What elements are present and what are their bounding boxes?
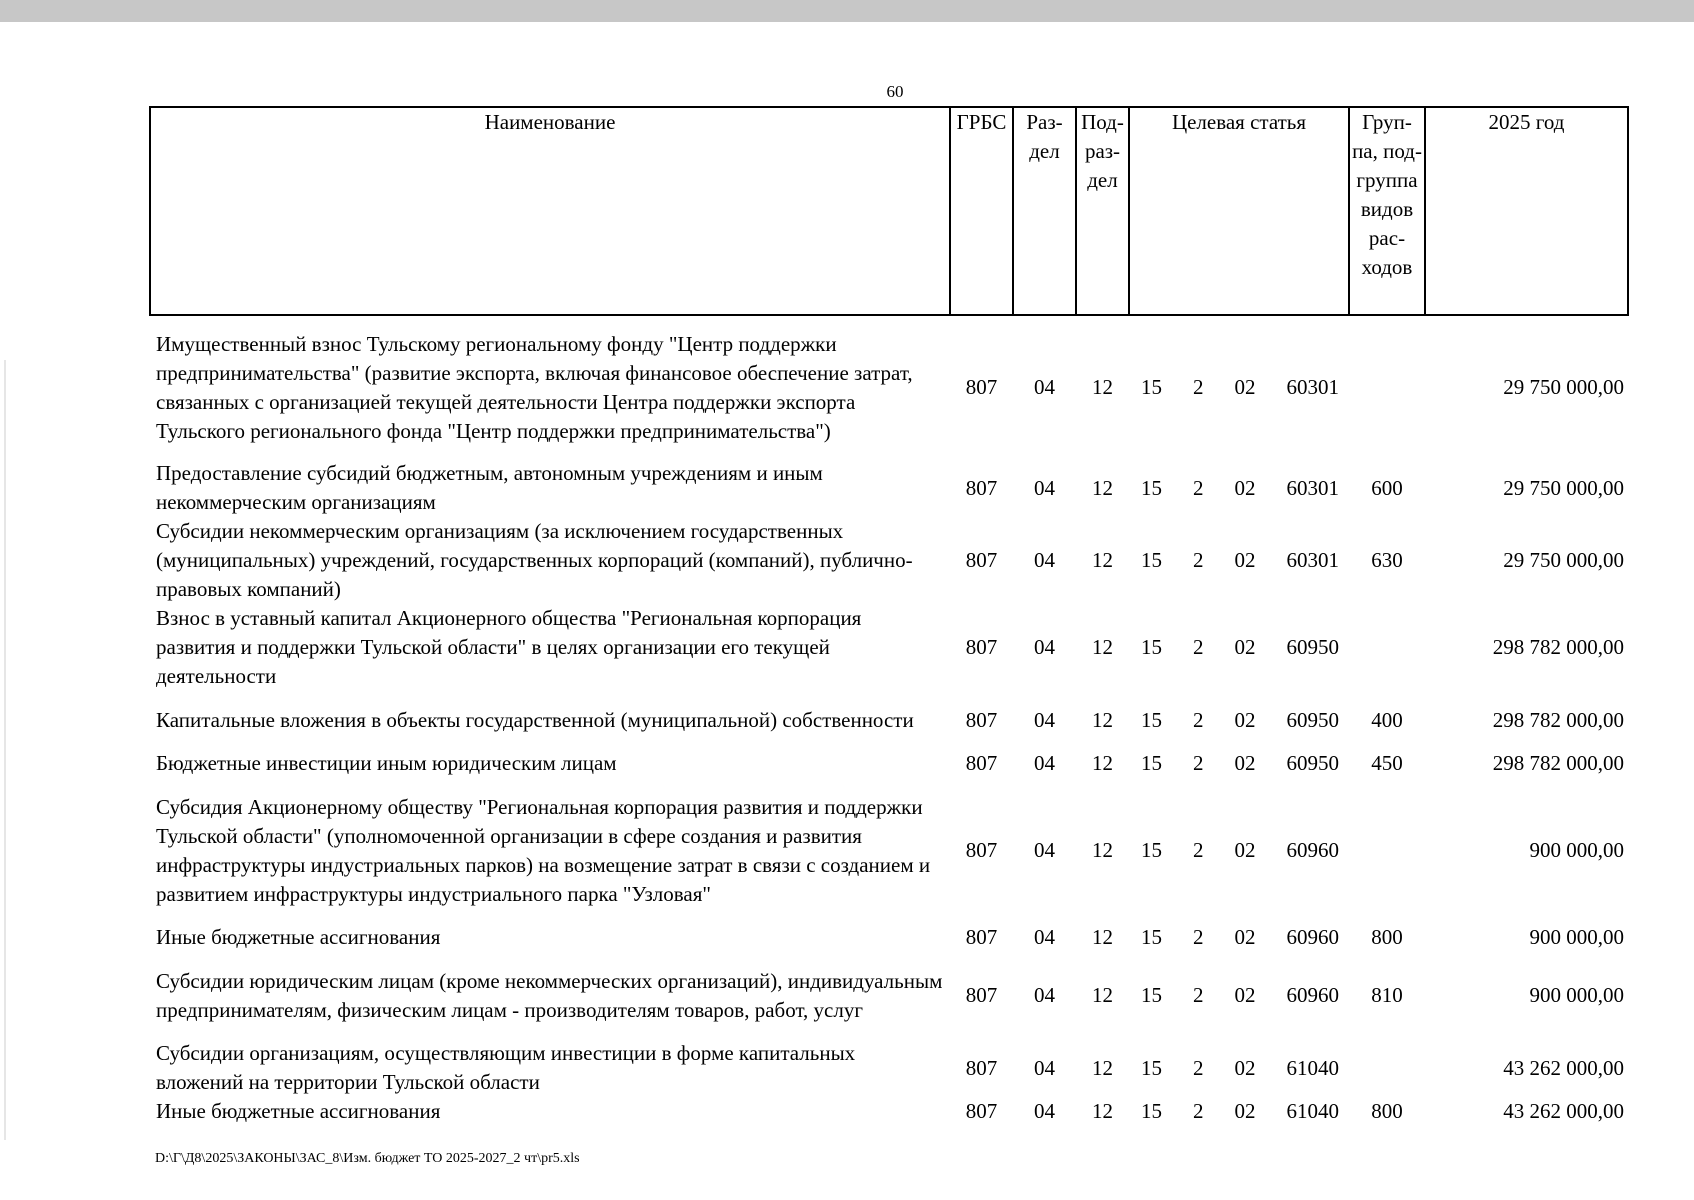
row-target-subprogram: 2 (1193, 635, 1204, 659)
row-grbs: 807 (965, 707, 998, 732)
row-target-event: 02 (1234, 1055, 1256, 1080)
row-target-direction: 61040 (1286, 1099, 1339, 1123)
row-target-program: 15 (1141, 983, 1162, 1007)
row-amount: 29 750 000,00 (1503, 475, 1624, 500)
row-target-direction: 61040 (1286, 1055, 1339, 1080)
row-group: 450 (1371, 751, 1403, 775)
table-row (150, 923, 1628, 952)
header-amount: 2025 год (1425, 107, 1628, 315)
row-target-program: 15 (1141, 707, 1162, 732)
row-group: 800 (1371, 1099, 1403, 1123)
row-amount: 298 782 000,00 (1492, 751, 1624, 775)
row-subsection: 12 (1092, 548, 1113, 572)
row-target-event: 02 (1234, 635, 1256, 659)
row-section: 04 (1034, 925, 1055, 949)
row-subsection: 12 (1092, 838, 1113, 862)
row-subsection: 12 (1092, 925, 1113, 949)
row-target-subprogram: 2 (1193, 1055, 1204, 1080)
row-amount: 43 262 000,00 (1503, 1099, 1624, 1123)
row-target-event: 02 (1234, 475, 1256, 500)
row-amount: 29 750 000,00 (1503, 548, 1624, 572)
row-target-event: 02 (1234, 707, 1256, 732)
row-target-program: 15 (1141, 635, 1162, 659)
row-section: 04 (1034, 475, 1055, 500)
row-target (1129, 749, 1349, 778)
row-amount: 298 782 000,00 (1492, 707, 1624, 732)
row-target-subprogram: 2 (1193, 751, 1204, 775)
header-name: Наименование (150, 107, 950, 315)
scan-top-band (0, 0, 1694, 22)
row-subsection: 12 (1092, 475, 1113, 500)
row-name: Иные бюджетные ассигнования (156, 925, 441, 949)
row-target-subprogram: 2 (1193, 838, 1204, 862)
row-grbs: 807 (965, 983, 998, 1007)
row-grbs: 807 (965, 1055, 998, 1080)
row-subsection: 12 (1092, 751, 1113, 775)
row-target-direction: 60960 (1286, 925, 1339, 949)
row-section: 04 (1034, 375, 1055, 399)
row-group: 800 (1371, 925, 1403, 949)
header-group: Груп-па, под-группа видов рас-ходов (1349, 107, 1425, 315)
row-name: Предоставление субсидий бюджетным, автономным учреждениям и иным некоммерческим организациям (156, 461, 823, 514)
row-name: Субсидия Акционерному обществу "Региональная корпорация развития и поддержки Тульской области" (уполномоченной организации в сфере создания и развития инфраструктуры индустриальных парков) на возмещение затрат в связи с созданием и развитием инфраструктуры индустриального парка "Узловая" (156, 794, 931, 906)
row-group (1349, 604, 1425, 691)
row-target-subprogram: 2 (1193, 475, 1204, 500)
row-section: 04 (1034, 635, 1055, 659)
header-target: Целевая статья (1129, 107, 1349, 315)
row-name: Капитальные вложения в объекты государственной (муниципальной) собственности (156, 707, 914, 732)
row-target-subprogram: 2 (1193, 375, 1204, 399)
page-number: 60 (886, 82, 904, 101)
row-target-program: 15 (1141, 751, 1162, 775)
row-amount: 29 750 000,00 (1503, 375, 1624, 399)
row-target-direction: 60301 (1286, 475, 1339, 500)
row-amount: 43 262 000,00 (1503, 1055, 1624, 1080)
row-group: 400 (1371, 707, 1403, 732)
row-subsection: 12 (1092, 1099, 1113, 1123)
row-subsection: 12 (1092, 635, 1113, 659)
row-section: 04 (1034, 838, 1055, 862)
table-row (150, 517, 1628, 604)
row-group: 810 (1371, 983, 1403, 1007)
row-target (1129, 517, 1349, 604)
row-grbs: 807 (965, 751, 998, 775)
row-name: Субсидии юридическим лицам (кроме некоммерческих организаций), индивидуальным предпринимателям, физическим лицам - производителям товаров, работ, услуг (156, 968, 943, 1022)
table-body (150, 315, 1628, 1126)
row-target-event: 02 (1234, 983, 1256, 1007)
table-row (150, 778, 1628, 923)
row-amount: 900 000,00 (1529, 925, 1624, 949)
row-group: 630 (1371, 548, 1403, 572)
row-target-event: 02 (1234, 548, 1256, 572)
row-name: Имущественный взнос Тульскому региональному фонду "Центр поддержки предпринимательства" (развитие экспорта, включая финансовое обеспечение затрат, связанных с организацией текущей деятельности Центра поддержки экспорта Тульского регионального фонда "Центр поддержки предпринимательства") (156, 331, 913, 443)
row-name: Субсидии некоммерческим организациям (за исключением государственных (муниципальных) учреждений, государственных корпораций (компаний), публично-правовых компаний) (156, 519, 913, 601)
row-target (1129, 923, 1349, 952)
row-target-program: 15 (1141, 475, 1162, 500)
row-target-subprogram: 2 (1193, 983, 1204, 1007)
row-target-event: 02 (1234, 1099, 1256, 1123)
table-row (150, 952, 1628, 1039)
row-amount: 900 000,00 (1529, 838, 1624, 862)
row-grbs: 807 (965, 838, 998, 862)
row-target (1129, 604, 1349, 691)
row-name: Иные бюджетные ассигнования (156, 1099, 441, 1123)
row-name: Субсидии организациям, осуществляющим инвестиции в форме капитальных вложений на территории Тульской области (156, 1041, 856, 1094)
row-target-direction: 60301 (1286, 548, 1339, 572)
row-target-direction: 60960 (1286, 838, 1339, 862)
row-target (1129, 952, 1349, 1039)
row-name: Взнос в уставный капитал Акционерного общества "Региональная корпорация развития и поддержки Тульской области" в целях организации его текущей деятельности (156, 606, 862, 688)
table-row (150, 459, 1628, 517)
row-subsection: 12 (1092, 375, 1113, 399)
row-grbs: 807 (965, 475, 998, 500)
row-grbs: 807 (965, 548, 998, 572)
table-row (150, 1097, 1628, 1126)
row-section: 04 (1034, 751, 1055, 775)
row-target-program: 15 (1141, 838, 1162, 862)
row-grbs: 807 (965, 375, 998, 399)
row-group: 600 (1371, 475, 1403, 500)
row-name: Бюджетные инвестиции иным юридическим лицам (156, 751, 617, 775)
row-target-direction: 60950 (1286, 635, 1339, 659)
row-target (1129, 691, 1349, 749)
row-target (1129, 778, 1349, 923)
table-row (150, 315, 1628, 459)
row-subsection: 12 (1092, 707, 1113, 732)
row-group (1349, 1039, 1425, 1097)
row-target-program: 15 (1141, 375, 1162, 399)
budget-table (149, 106, 1629, 1126)
table-row (150, 691, 1628, 749)
row-amount: 900 000,00 (1529, 983, 1624, 1007)
row-target-event: 02 (1234, 751, 1256, 775)
row-target-event: 02 (1234, 375, 1256, 399)
row-group (1349, 315, 1425, 459)
row-target (1129, 1097, 1349, 1126)
row-section: 04 (1034, 548, 1055, 572)
table-row (150, 604, 1628, 691)
row-target-program: 15 (1141, 1055, 1162, 1080)
row-target (1129, 459, 1349, 517)
row-target-subprogram: 2 (1193, 548, 1204, 572)
row-section: 04 (1034, 1055, 1055, 1080)
row-target-program: 15 (1141, 925, 1162, 949)
row-target-event: 02 (1234, 838, 1256, 862)
row-target-subprogram: 2 (1193, 707, 1204, 732)
row-section: 04 (1034, 707, 1055, 732)
row-section: 04 (1034, 983, 1055, 1007)
row-subsection: 12 (1092, 1055, 1113, 1080)
table-header-row (150, 107, 1628, 315)
row-subsection: 12 (1092, 983, 1113, 1007)
row-grbs: 807 (965, 635, 998, 659)
footer-file-path: D:\Г\Д8\2025\ЗАКОНЫ\ЗАС_8\Изм. бюджет ТО 2025-2027_2 чт\pr5.xls (155, 1151, 580, 1166)
row-target-program: 15 (1141, 548, 1162, 572)
row-target-program: 15 (1141, 1099, 1162, 1123)
header-section: Раз-дел (1013, 107, 1076, 315)
table-row (150, 1039, 1628, 1097)
row-group (1349, 778, 1425, 923)
row-target-subprogram: 2 (1193, 925, 1204, 949)
row-section: 04 (1034, 1099, 1055, 1123)
header-subsection: Под-раз-дел (1076, 107, 1129, 315)
row-amount: 298 782 000,00 (1492, 635, 1624, 659)
row-target-event: 02 (1234, 925, 1256, 949)
row-target-direction: 60950 (1286, 707, 1339, 732)
row-target (1129, 1039, 1349, 1097)
row-target-direction: 60960 (1286, 983, 1339, 1007)
row-target (1129, 315, 1349, 459)
row-target-direction: 60301 (1286, 375, 1339, 399)
scan-edge-mark (4, 360, 6, 1140)
header-grbs: ГРБС (950, 107, 1013, 315)
row-grbs: 807 (965, 925, 998, 949)
row-target-direction: 60950 (1286, 751, 1339, 775)
row-grbs: 807 (965, 1099, 998, 1123)
row-target-subprogram: 2 (1193, 1099, 1204, 1123)
table-row (150, 749, 1628, 778)
